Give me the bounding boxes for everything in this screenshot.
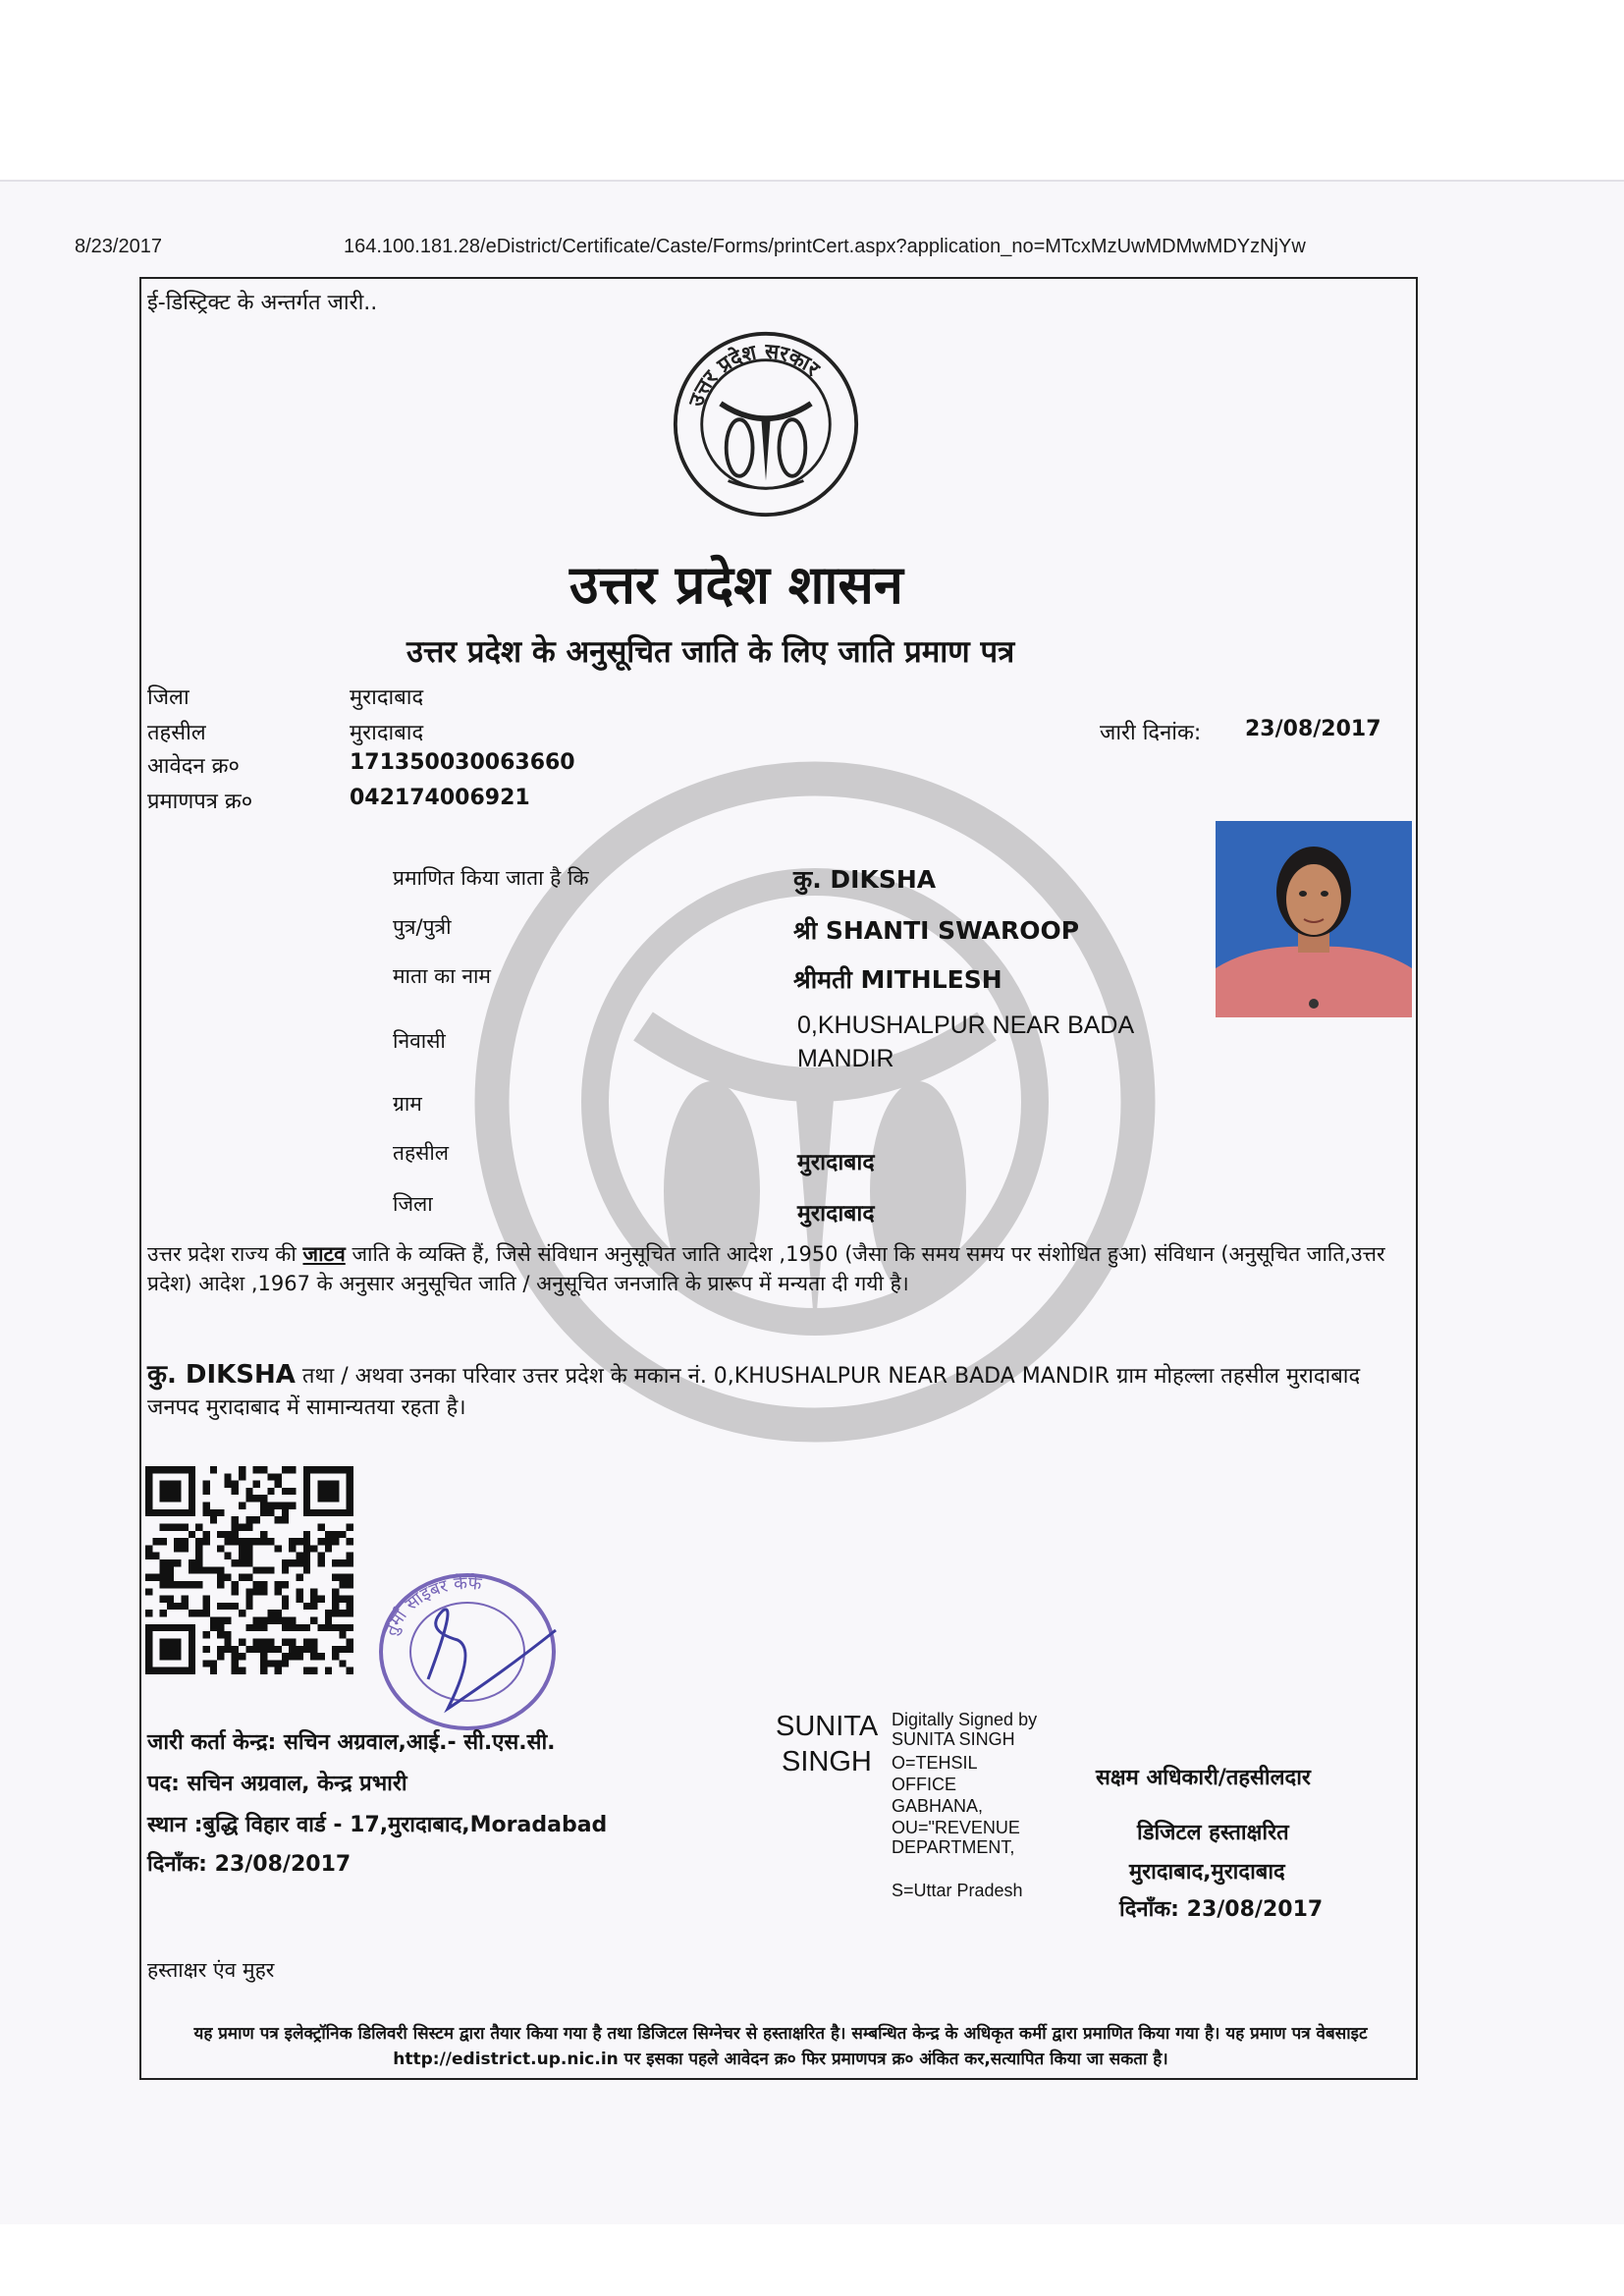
- issued-under-note: ई-डिस्ट्रिक्ट के अन्तर्गत जारी..: [147, 291, 378, 315]
- meta-label-district: जिला: [147, 685, 189, 710]
- svg-text:तुर्मा साइबर कैफे: [380, 1572, 483, 1639]
- detail-value-tehsil: मुरादाबाद: [797, 1150, 875, 1175]
- issue-date-label: जारी दिनांक:: [1100, 721, 1202, 745]
- detail-label-mother: माता का नाम: [393, 964, 491, 988]
- meta-value-certificate-no: 042174006921: [350, 786, 530, 810]
- authority-title: सक्षम अधिकारी/तहसीलदार: [1096, 1766, 1311, 1790]
- issuer-post: पद: सचिन अग्रवाल, केन्द्र प्रभारी: [147, 1772, 407, 1796]
- emblem-text: उत्तर प्रदेश सरकार: [682, 338, 826, 410]
- detail-label-district: जिला: [393, 1192, 433, 1216]
- print-date: 8/23/2017: [75, 236, 162, 257]
- authority-place: मुरादाबाद,मुरादाबाद: [1129, 1860, 1285, 1885]
- caste-declaration-paragraph: उत्तर प्रदेश राज्य की जाटव जाति के व्यक्ति हैं, जिसे संविधान अनुसूचित जाति आदेश ,1950 (जैसा कि समय समय पर संशोधित हुआ) संविधान (अनुसूचित जाति,उत्तर प्रदेश) आदेश ,1967 के अनुसार अनुसूचित जाति / अनुसूचित जनजाति के प्रारूप में मन्यता दी गयी है।: [147, 1242, 1385, 1295]
- detail-value-father: श्री SHANTI SWAROOP: [793, 916, 1080, 945]
- qr-code: [145, 1466, 353, 1674]
- detail-value-name: कु. DIKSHA: [793, 865, 937, 894]
- signer-name-line1: SUNITA: [776, 1711, 879, 1742]
- detail-label-resident: निवासी: [393, 1029, 446, 1053]
- authority-date: दिनाँक: 23/08/2017: [1119, 1897, 1324, 1922]
- signature-line-7: DEPARTMENT,: [892, 1837, 1015, 1857]
- certificate-title: उत्तर प्रदेश शासन: [569, 554, 903, 616]
- detail-value-address-line1: 0,KHUSHALPUR NEAR BADA: [797, 1011, 1135, 1039]
- signer-name-line2: SINGH: [782, 1746, 872, 1777]
- signature-line-3: O=TEHSIL: [892, 1753, 978, 1773]
- signature-line-6: OU="REVENUE: [892, 1818, 1020, 1837]
- sign-and-seal-label: हस्ताक्षर एंव मुहर: [147, 1958, 275, 1982]
- meta-label-application-no: आवेदन क्र०: [147, 754, 240, 779]
- print-url: 164.100.181.28/eDistrict/Certificate/Caste/Forms/printCert.aspx?application_no=MTcxMzUwMDMwMDYzNjYw: [344, 236, 1306, 257]
- meta-value-application-no: 171350030063660: [350, 750, 575, 775]
- detail-label-village: ग्राम: [393, 1092, 422, 1116]
- residence-name: कु. DIKSHA: [147, 1360, 296, 1390]
- certificate-subtitle: उत्तर प्रदेश के अनुसूचित जाति के लिए जाति प्रमाण पत्र: [406, 634, 1015, 670]
- meta-value-tehsil: मुरादाबाद: [350, 721, 424, 745]
- signature-line-1: Digitally Signed by: [892, 1710, 1038, 1729]
- caste-name: जाटव: [302, 1242, 346, 1266]
- meta-label-tehsil: तहसील: [147, 721, 206, 745]
- footer-note: यह प्रमाण पत्र इलेक्ट्रॉनिक डिलिवरी सिस्टम द्वारा तैयार किया गया है तथा डिजिटल सिग्नेचर से हस्ताक्षरित है। सम्बन्धित केन्द्र के अधिकृत कर्मी द्वारा प्रमाणित किया गया है। यह प्रमाण पत्र वेबसाइट http://edistrict.up.nic.in पर इसका पहले आवेदन क्र० फिर प्रमाणपत्र क्र० अंकित कर,सत्यापित किया जा सकता है।: [193, 2024, 1368, 2069]
- detail-value-address-line2: MANDIR: [797, 1045, 894, 1072]
- issue-date: 23/08/2017: [1245, 717, 1381, 741]
- issuer-place: स्थान :बुद्धि विहार वार्ड - 17,मुरादाबाद,Moradabad: [147, 1813, 608, 1837]
- svg-text:उत्तर प्रदेश सरकार: [682, 338, 826, 410]
- signature-line-5: GABHANA,: [892, 1796, 984, 1816]
- detail-label-certified: प्रमाणित किया जाता है कि: [393, 866, 589, 890]
- up-government-emblem: [672, 330, 860, 519]
- watermark-emblem: [471, 758, 1159, 1446]
- detail-value-mother: श्रीमती MITHLESH: [793, 965, 1002, 994]
- applicant-photo: [1216, 821, 1412, 1017]
- authority-signed: डिजिटल हस्ताक्षरित: [1137, 1821, 1289, 1845]
- issuer-centre: जारी कर्ता केन्द्र: सचिन अग्रवाल,आई.- सी.एस.सी.: [147, 1730, 556, 1755]
- meta-value-district: मुरादाबाद: [350, 685, 424, 710]
- residence-paragraph: कु. DIKSHA तथा / अथवा उनका परिवार उत्तर प्रदेश के मकान नं. 0,KHUSHALPUR NEAR BADA MANDIR ग्राम मोहल्ला तहसील मुरादाबाद जनपद मुरादाबाद में सामान्यतया रहता है।: [147, 1360, 1361, 1420]
- issuer-date: दिनाँक: 23/08/2017: [147, 1852, 352, 1877]
- stamp-text: तुर्मा साइबर कैफे: [380, 1572, 483, 1639]
- detail-label-tehsil: तहसील: [393, 1141, 449, 1165]
- signature-line-state: S=Uttar Pradesh: [892, 1881, 1023, 1900]
- meta-label-certificate-no: प्रमाणपत्र क्र०: [147, 790, 253, 814]
- signature-line-2: SUNITA SINGH: [892, 1729, 1015, 1749]
- signature-line-4: OFFICE: [892, 1775, 956, 1794]
- detail-value-district: मुरादाबाद: [797, 1201, 875, 1227]
- detail-label-son-daughter: पुत्र/पुत्री: [393, 915, 452, 939]
- cyber-cafe-stamp: [369, 1561, 575, 1738]
